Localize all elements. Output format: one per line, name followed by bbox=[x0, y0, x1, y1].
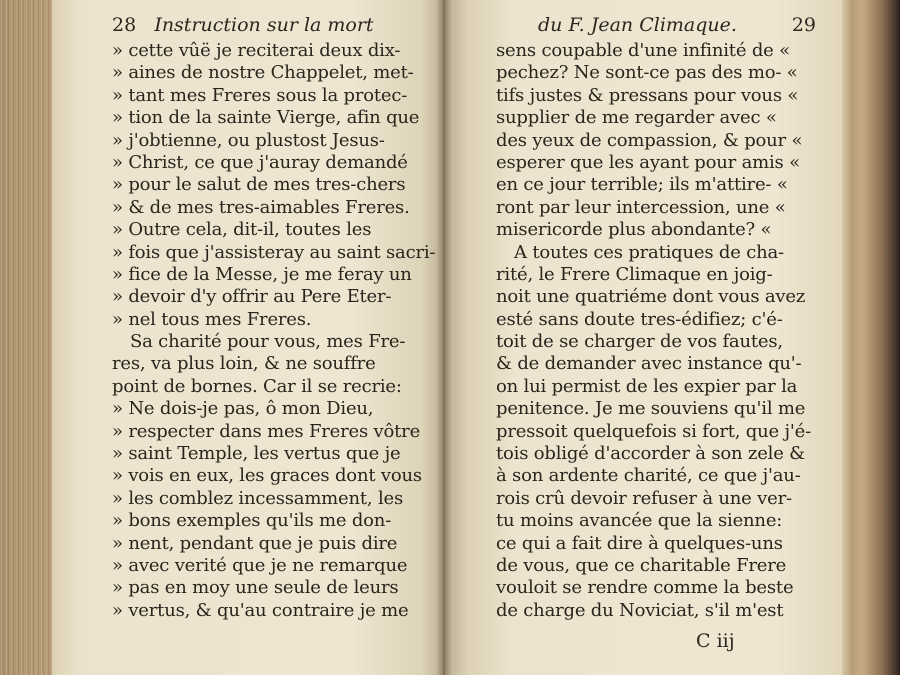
text-line: des yeux de compassion, & pour « bbox=[496, 129, 803, 151]
text-line: point de bornes. Car il se recrie: bbox=[112, 375, 402, 397]
text-line: » & de mes tres-aimables Freres. bbox=[112, 196, 410, 218]
text-line: » tion de la sainte Vierge, afin que bbox=[112, 107, 420, 129]
left-running-head bbox=[112, 14, 374, 36]
text-line: » avec verité que je ne remarque bbox=[112, 554, 408, 576]
text-line: » fice de la Messe, je me feray un bbox=[112, 263, 412, 285]
left-running-title: Instruction sur la mort bbox=[154, 14, 374, 36]
text-line: » devoir d'y offrir au Pere Eter- bbox=[112, 286, 392, 308]
text-line: » respecter dans mes Freres vôtre bbox=[112, 420, 421, 442]
text-line: esté sans doute tres-édifiez; c'é- bbox=[496, 308, 783, 330]
text-line: & de demander avec instance qu'- bbox=[496, 353, 802, 375]
text-line: de vous, que ce charitable Frere bbox=[496, 554, 787, 576]
text-line: » aines de nostre Chappelet, met- bbox=[112, 62, 414, 84]
text-line: » Outre cela, dit-il, toutes les bbox=[112, 219, 372, 241]
text-line: » j'obtienne, ou plustost Jesus- bbox=[112, 129, 385, 151]
text-line: » Christ, ce que j'auray demandé bbox=[112, 151, 408, 173]
text-line: tu moins avancée que la sienne: bbox=[496, 510, 783, 532]
text-line: » saint Temple, les vertus que je bbox=[112, 443, 401, 465]
text-line: toit de se charger de vos fautes, bbox=[496, 331, 783, 353]
text-line: » nel tous mes Freres. bbox=[112, 308, 312, 330]
text-line: » Ne dois-je pas, ô mon Dieu, bbox=[112, 398, 374, 420]
text-line: rois crû devoir refuser à une ver- bbox=[496, 487, 792, 509]
right-page-text bbox=[496, 40, 816, 622]
left-page-number: 28 bbox=[112, 14, 137, 36]
right-page-number: 29 bbox=[791, 14, 816, 36]
text-line: supplier de me regarder avec « bbox=[496, 107, 777, 129]
text-line: » fois que j'assisteray au saint sacri- bbox=[112, 241, 436, 263]
text-line: misericorde plus abondante? « bbox=[496, 219, 772, 241]
text-line: A toutes ces pratiques de cha- bbox=[514, 241, 784, 263]
book-gutter bbox=[436, 0, 452, 675]
text-line: ce qui a fait dire à quelques-uns bbox=[496, 532, 783, 554]
text-line: » nent, pendant que je puis dire bbox=[112, 532, 398, 554]
right-running-head bbox=[496, 14, 816, 36]
text-line: tois obligé d'accorder à son zele & bbox=[496, 443, 805, 465]
text-line: tifs justes & pressans pour vous « bbox=[496, 84, 799, 106]
text-line: à son ardente charité, ce que j'au- bbox=[496, 465, 801, 487]
text-line: on lui permist de les expier par la bbox=[496, 375, 798, 397]
text-line: de charge du Noviciat, s'il m'est bbox=[496, 599, 784, 621]
text-line: » pas en moy une seule de leurs bbox=[112, 577, 399, 599]
text-line: res, va plus loin, & ne souffre bbox=[112, 353, 376, 375]
text-line: » tant mes Freres sous la protec- bbox=[112, 84, 408, 106]
text-line: esperer que les ayant pour amis « bbox=[496, 151, 800, 173]
right-page-edges bbox=[842, 0, 900, 675]
text-line: » bons exemples qu'ils me don- bbox=[112, 510, 392, 532]
text-line: sens coupable d'une infinité de « bbox=[496, 40, 790, 61]
text-line: Sa charité pour vous, mes Fre- bbox=[130, 331, 406, 353]
text-line: en ce jour terrible; ils m'attire- « bbox=[496, 174, 788, 196]
signature-mark: C iij bbox=[696, 630, 735, 652]
text-line: » les comblez incessamment, les bbox=[112, 487, 404, 509]
text-line: pressoit quelquefois si fort, que j'é- bbox=[496, 420, 811, 442]
right-running-title: du F. Jean Climaque. bbox=[538, 14, 737, 36]
text-line: » pour le salut de mes tres-chers bbox=[112, 174, 406, 196]
left-page bbox=[52, 0, 444, 675]
text-line: noit une quatriéme dont vous avez bbox=[496, 286, 806, 308]
left-page-edges bbox=[0, 0, 55, 675]
text-line: rité, le Frere Climaque en joig- bbox=[496, 263, 773, 285]
text-line: » vois en eux, les graces dont vous bbox=[112, 465, 422, 487]
text-line: pechez? Ne sont-ce pas des mo- « bbox=[496, 62, 798, 84]
text-line: ront par leur intercession, une « bbox=[496, 196, 786, 218]
text-line: » vertus, & qu'au contraire je me bbox=[112, 599, 409, 621]
text-line: penitence. Je me souviens qu'il me bbox=[496, 398, 806, 420]
text-line: » cette vûë je reciterai deux dix- bbox=[112, 40, 401, 61]
left-page-text bbox=[112, 40, 458, 622]
text-line: vouloit se rendre comme la beste bbox=[496, 577, 794, 599]
right-page bbox=[444, 0, 844, 675]
